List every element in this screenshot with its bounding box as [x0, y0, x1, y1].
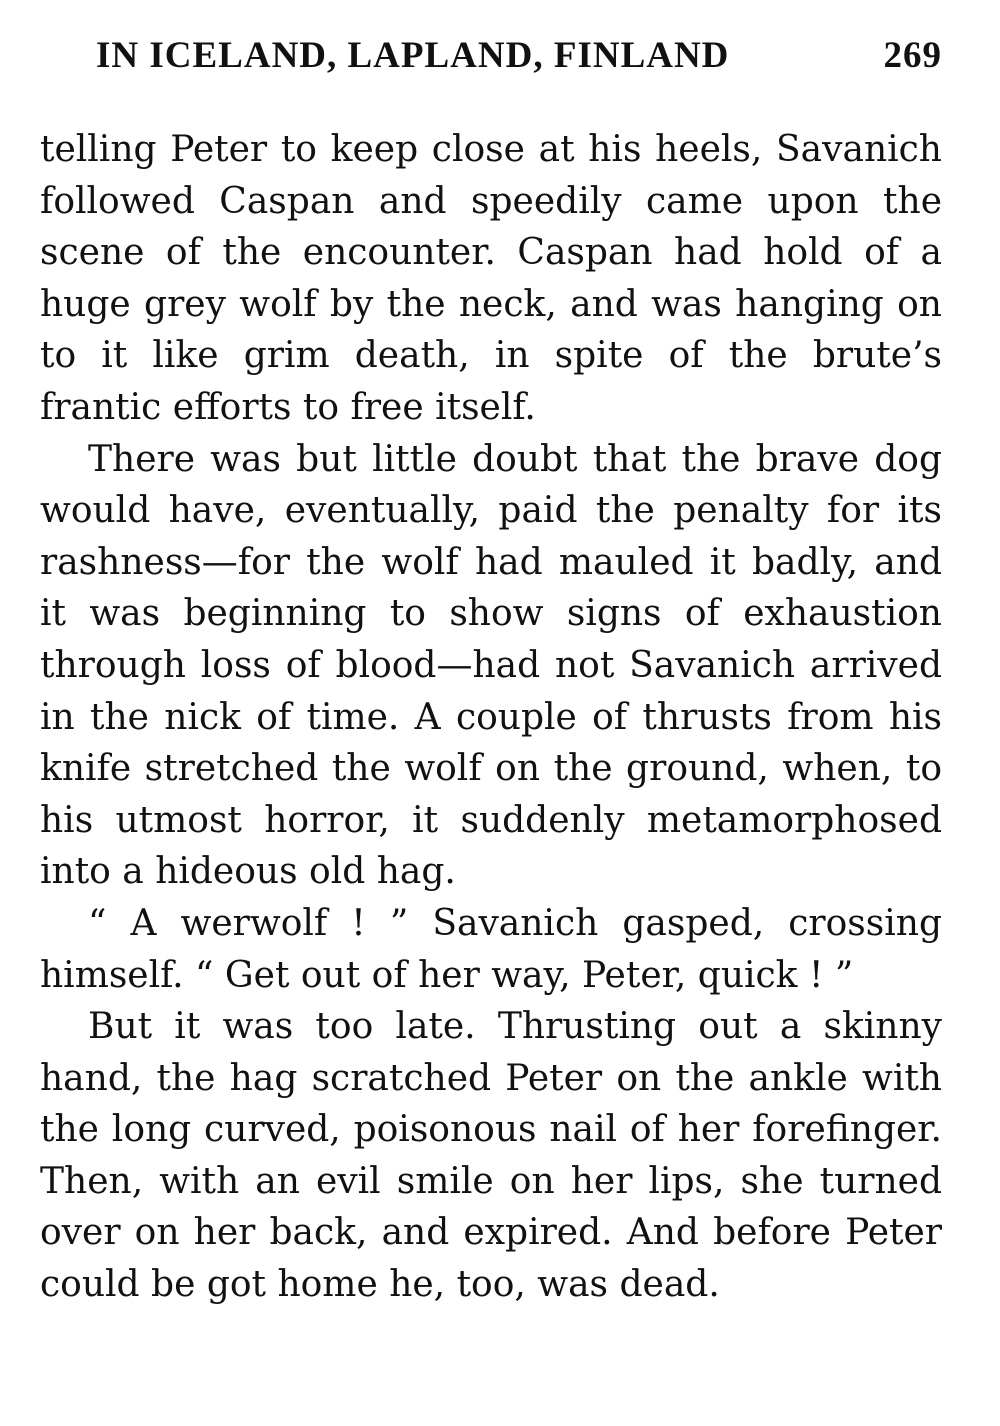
body-text — [40, 124, 942, 1311]
page-number: 269 — [883, 35, 942, 76]
running-head — [40, 28, 942, 98]
running-title: IN ICELAND, LAPLAND, FINLAND — [96, 35, 730, 76]
paragraph: But it was too late. Thrusting out a skinny hand, the hag scratched Peter on the ankle with the long curved, poisonous nail of her forefinger. Then, with an evil smile on her lips, she turned over on her back, and expired. And before Peter could be got home he, too, was dead. — [40, 1006, 942, 1306]
paragraph: telling Peter to keep close at his heels, Savanich followed Caspan and speedily came upon the scene of the encounter. Caspan had hold of a huge grey wolf by the neck, and was hanging on to it like grim death, in spite of the brute’s frantic efforts to free itself. — [40, 129, 942, 428]
paragraph: There was but little doubt that the brave dog would have, eventually, paid the penalty for its rashness—for the wolf had mauled it badly, and it was beginning to show signs of exhaustion through loss of blood—had not Savanich arrived in the nick of time. A couple of thrusts from his knife stretched the wolf on the ground, when, to his utmost horror, it suddenly metamorphosed into a hideous old hag. — [40, 438, 942, 893]
paragraph: “ A werwolf ! ” Savanich gasped, crossing himself. “ Get out of her way, Peter, quick ! ” — [40, 902, 942, 996]
book-page — [40, 28, 942, 1408]
